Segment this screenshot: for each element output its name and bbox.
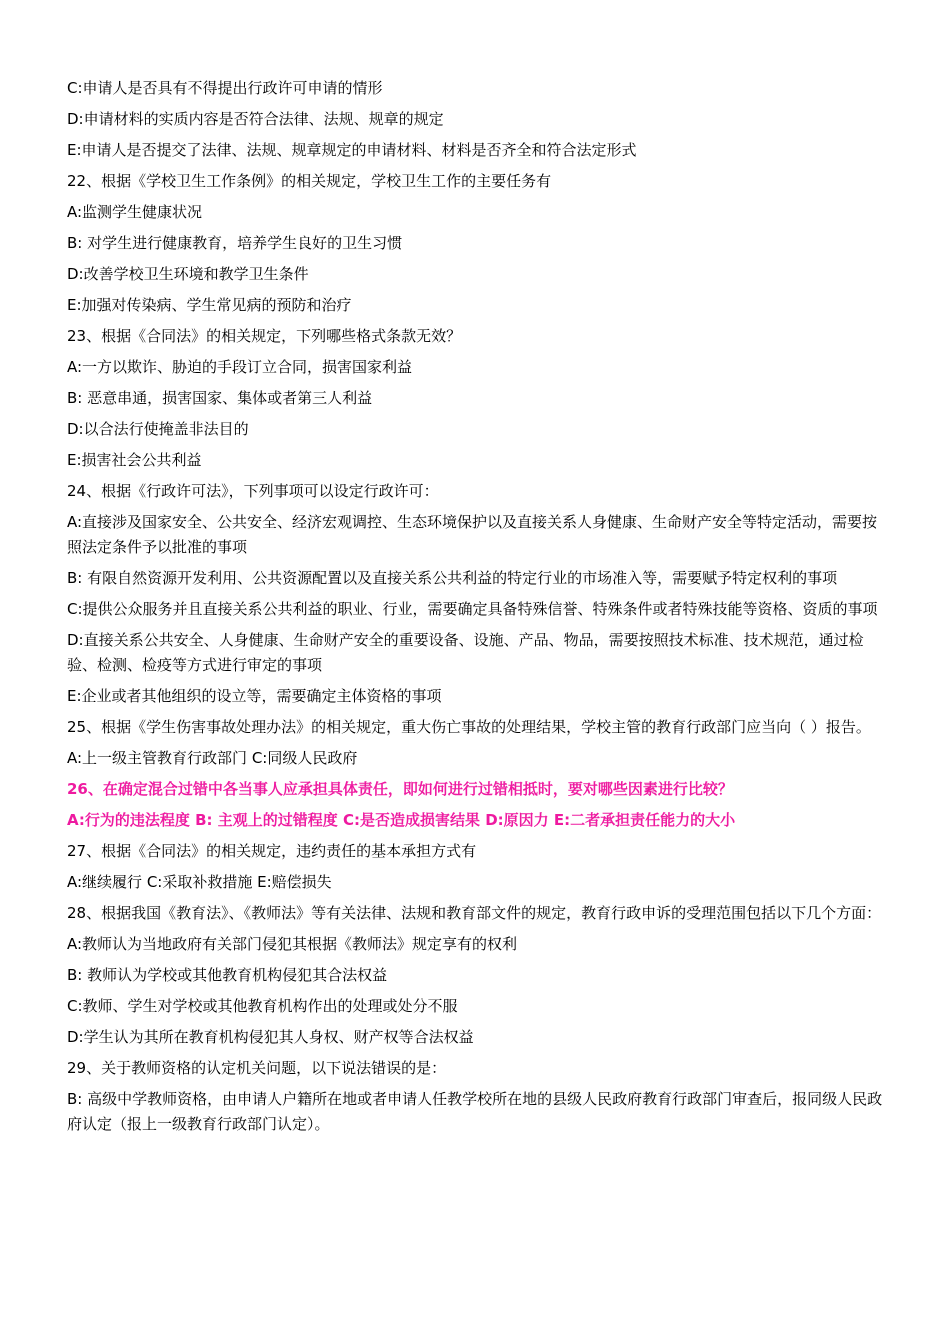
question-23: 23、根据《合同法》的相关规定，下列哪些格式条款无效？ [67, 327, 462, 345]
question-27: 27、根据《合同法》的相关规定，违约责任的基本承担方式有 [67, 842, 477, 860]
q23-option-e: E:损害社会公共利益 [67, 451, 202, 469]
q25-options: A:上一级主管教育行政部门 C:同级人民政府 [67, 749, 358, 767]
q29-option-b: B: 高级中学教师资格，由申请人户籍所在地或者申请人任教学校所在地的县级人民政府教育行政部门审查后，报同级人民政府认定（报上一级教育行政部门认定）。 [67, 1090, 883, 1133]
question-25: 25、根据《学生伤害事故处理办法》的相关规定，重大伤亡事故的处理结果，学校主管的教育行政部门应当向（ ）报告。 [67, 718, 871, 736]
q22-option-e: E:加强对传染病、学生常见病的预防和治疗 [67, 296, 352, 314]
q28-option-a: A:教师认为当地政府有关部门侵犯其根据《教师法》规定享有的权利 [67, 935, 518, 953]
line-c-option: C:申请人是否具有不得提出行政许可申请的情形 [67, 79, 383, 97]
q22-option-d: D:改善学校卫生环境和教学卫生条件 [67, 265, 309, 283]
q24-option-b: B: 有限自然资源开发利用、公共资源配置以及直接关系公共利益的特定行业的市场准入等，需要赋予特定权利的事项 [67, 569, 838, 587]
q23-option-d: D:以合法行使掩盖非法目的 [67, 420, 249, 438]
q26-options: A:行为的违法程度 B: 主观上的过错程度 C:是否造成损害结果 D:原因力 E:二者承担责任能力的大小 [67, 811, 736, 829]
q22-option-a: A:监测学生健康状况 [67, 203, 203, 221]
document-page [67, 76, 887, 1143]
q24-option-c: C:提供公众服务并且直接关系公共利益的职业、行业，需要确定具备特殊信誉、特殊条件或者特殊技能等资格、资质的事项 [67, 600, 878, 618]
line-d-option: D:申请材料的实质内容是否符合法律、法规、规章的规定 [67, 110, 444, 128]
q24-option-d: D:直接关系公共安全、人身健康、生命财产安全的重要设备、设施、产品、物品，需要按照技术标准、技术规范，通过检验、检测、检疫等方式进行审定的事项 [67, 631, 864, 674]
q27-options: A:继续履行 C:采取补救措施 E:赔偿损失 [67, 873, 332, 891]
q24-option-a: A:直接涉及国家安全、公共安全、经济宏观调控、生态环境保护以及直接关系人身健康、生命财产安全等特定活动，需要按照法定条件予以批准的事项 [67, 513, 878, 556]
question-22: 22、根据《学校卫生工作条例》的相关规定，学校卫生工作的主要任务有 [67, 172, 552, 190]
q28-option-b: B: 教师认为学校或其他教育机构侵犯其合法权益 [67, 966, 388, 984]
question-28: 28、根据我国《教育法》、《教师法》等有关法律、法规和教育部文件的规定，教育行政申诉的受理范围包括以下几个方面： [67, 904, 882, 922]
q23-option-b: B: 恶意串通，损害国家、集体或者第三人利益 [67, 389, 373, 407]
q23-option-a: A:一方以欺诈、胁迫的手段订立合同，损害国家利益 [67, 358, 413, 376]
q24-option-e: E:企业或者其他组织的设立等，需要确定主体资格的事项 [67, 687, 442, 705]
question-26: 26、在确定混合过错中各当事人应承担具体责任，即如何进行过错相抵时，要对哪些因素进行比较？ [67, 780, 733, 798]
question-29: 29、关于教师资格的认定机关问题，以下说法错误的是： [67, 1059, 447, 1077]
question-24: 24、根据《行政许可法》，下列事项可以设定行政许可： [67, 482, 439, 500]
q22-option-b: B: 对学生进行健康教育，培养学生良好的卫生习惯 [67, 234, 403, 252]
q28-option-d: D:学生认为其所在教育机构侵犯其人身权、财产权等合法权益 [67, 1028, 474, 1046]
q28-option-c: C:教师、学生对学校或其他教育机构作出的处理或处分不服 [67, 997, 458, 1015]
line-e-option: E:申请人是否提交了法律、法规、规章规定的申请材料、材料是否齐全和符合法定形式 [67, 141, 637, 159]
